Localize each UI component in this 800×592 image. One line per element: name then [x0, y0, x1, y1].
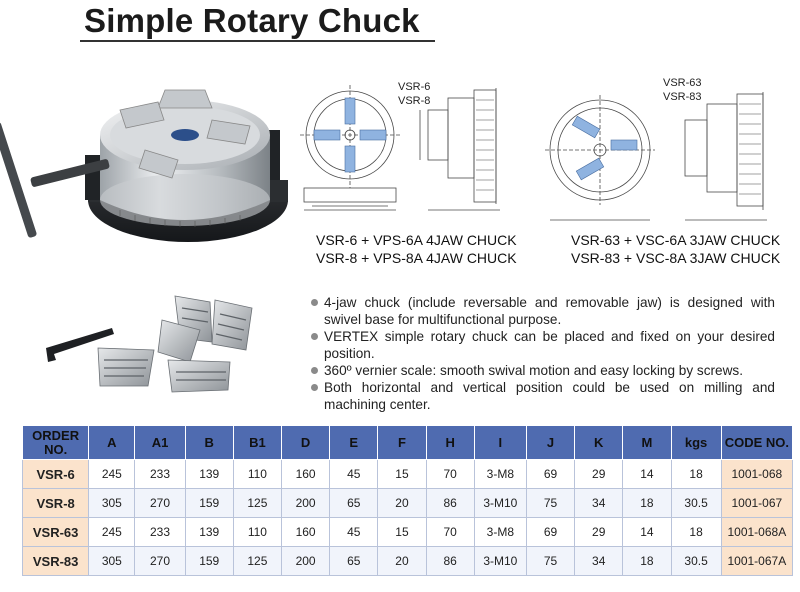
table-cell: 245 — [89, 460, 135, 489]
table-cell: 29 — [575, 518, 623, 547]
header-e: E — [330, 426, 378, 460]
table-cell: 3-M10 — [474, 489, 526, 518]
title-underline — [80, 40, 435, 42]
table-cell: 18 — [671, 460, 721, 489]
cell-order-no: VSR-63 — [23, 518, 89, 547]
drawing-tag-vsr-6: VSR-6 — [398, 81, 431, 93]
table-cell: 18 — [671, 518, 721, 547]
four-jaw-drawing — [300, 70, 528, 230]
table-cell: 75 — [526, 489, 574, 518]
cell-code-no: 1001-067A — [721, 547, 792, 576]
header-h: H — [426, 426, 474, 460]
drawing-tag-vsr-8: VSR-8 — [398, 95, 431, 107]
table-cell: 34 — [575, 547, 623, 576]
table-cell: 125 — [233, 547, 281, 576]
table-cell: 18 — [623, 489, 671, 518]
caption-right-line-2: VSR-83 + VSC-8A 3JAW CHUCK — [571, 250, 781, 266]
header-order-no: ORDER NO. — [23, 426, 89, 460]
header-b: B — [185, 426, 233, 460]
table-cell: 270 — [135, 547, 185, 576]
table-row — [23, 547, 793, 576]
table-cell: 15 — [378, 460, 426, 489]
table-row — [23, 489, 793, 518]
header-d: D — [281, 426, 329, 460]
table-cell: 45 — [330, 518, 378, 547]
table-row — [23, 460, 793, 489]
table-cell: 305 — [89, 489, 135, 518]
table-cell: 30.5 — [671, 547, 721, 576]
table-cell: 200 — [281, 547, 329, 576]
cell-code-no: 1001-068 — [721, 460, 792, 489]
table-cell: 86 — [426, 489, 474, 518]
spec-table — [22, 425, 793, 576]
drawing-tag-vsr-83: VSR-83 — [663, 91, 702, 103]
table-cell: 34 — [575, 489, 623, 518]
caption-left-line-1: VSR-6 + VPS-6A 4JAW CHUCK — [316, 232, 517, 248]
feature-list — [310, 294, 775, 413]
table-cell: 75 — [526, 547, 574, 576]
feature-item: 360º vernier scale: smooth swival motion and easy locking by screws. — [310, 362, 775, 379]
table-cell: 14 — [623, 460, 671, 489]
table-cell: 305 — [89, 547, 135, 576]
table-cell: 86 — [426, 547, 474, 576]
table-cell: 65 — [330, 489, 378, 518]
table-cell: 18 — [623, 547, 671, 576]
table-cell: 160 — [281, 460, 329, 489]
table-cell: 233 — [135, 518, 185, 547]
rotary-chuck-photo — [0, 60, 300, 260]
table-cell: 139 — [185, 460, 233, 489]
table-cell: 30.5 — [671, 489, 721, 518]
caption-right-line-1: VSR-63 + VSC-6A 3JAW CHUCK — [571, 232, 781, 248]
table-cell: 200 — [281, 489, 329, 518]
chuck-jaws-photo — [40, 290, 280, 420]
cell-order-no: VSR-83 — [23, 547, 89, 576]
caption-left-line-2: VSR-8 + VPS-8A 4JAW CHUCK — [316, 250, 517, 266]
table-cell: 3-M8 — [474, 518, 526, 547]
table-cell: 29 — [575, 460, 623, 489]
table-cell: 233 — [135, 460, 185, 489]
table-cell: 270 — [135, 489, 185, 518]
header-code-no: CODE NO. — [721, 426, 792, 460]
header-a: A — [89, 426, 135, 460]
table-cell: 245 — [89, 518, 135, 547]
table-cell: 159 — [185, 547, 233, 576]
feature-item: VERTEX simple rotary chuck can be placed and fixed on your desired position. — [310, 328, 775, 362]
table-cell: 69 — [526, 460, 574, 489]
table-cell: 69 — [526, 518, 574, 547]
table-cell: 45 — [330, 460, 378, 489]
table-cell: 70 — [426, 460, 474, 489]
cell-order-no: VSR-8 — [23, 489, 89, 518]
cell-code-no: 1001-068A — [721, 518, 792, 547]
feature-item: 4-jaw chuck (include reversable and removable jaw) is designed with swivel base for multifunctional purpose. — [310, 294, 775, 328]
table-cell: 15 — [378, 518, 426, 547]
table-cell: 139 — [185, 518, 233, 547]
table-cell: 110 — [233, 460, 281, 489]
header-b1: B1 — [233, 426, 281, 460]
table-cell: 20 — [378, 489, 426, 518]
table-header-row — [23, 426, 793, 460]
header-k: K — [575, 426, 623, 460]
table-cell: 14 — [623, 518, 671, 547]
table-cell: 125 — [233, 489, 281, 518]
feature-item: Both horizontal and vertical position could be used on milling and machining center. — [310, 379, 775, 413]
table-cell: 65 — [330, 547, 378, 576]
table-cell: 160 — [281, 518, 329, 547]
cell-code-no: 1001-067 — [721, 489, 792, 518]
table-cell: 3-M10 — [474, 547, 526, 576]
table-cell: 20 — [378, 547, 426, 576]
page-title: Simple Rotary Chuck — [84, 2, 420, 39]
table-cell: 159 — [185, 489, 233, 518]
table-cell: 3-M8 — [474, 460, 526, 489]
header-j: J — [526, 426, 574, 460]
drawing-tag-vsr-63: VSR-63 — [663, 77, 702, 89]
header-f: F — [378, 426, 426, 460]
cell-order-no: VSR-6 — [23, 460, 89, 489]
table-cell: 110 — [233, 518, 281, 547]
table-cell: 70 — [426, 518, 474, 547]
header-kgs: kgs — [671, 426, 721, 460]
header-m: M — [623, 426, 671, 460]
header-a1: A1 — [135, 426, 185, 460]
table-row — [23, 518, 793, 547]
header-i: I — [474, 426, 526, 460]
